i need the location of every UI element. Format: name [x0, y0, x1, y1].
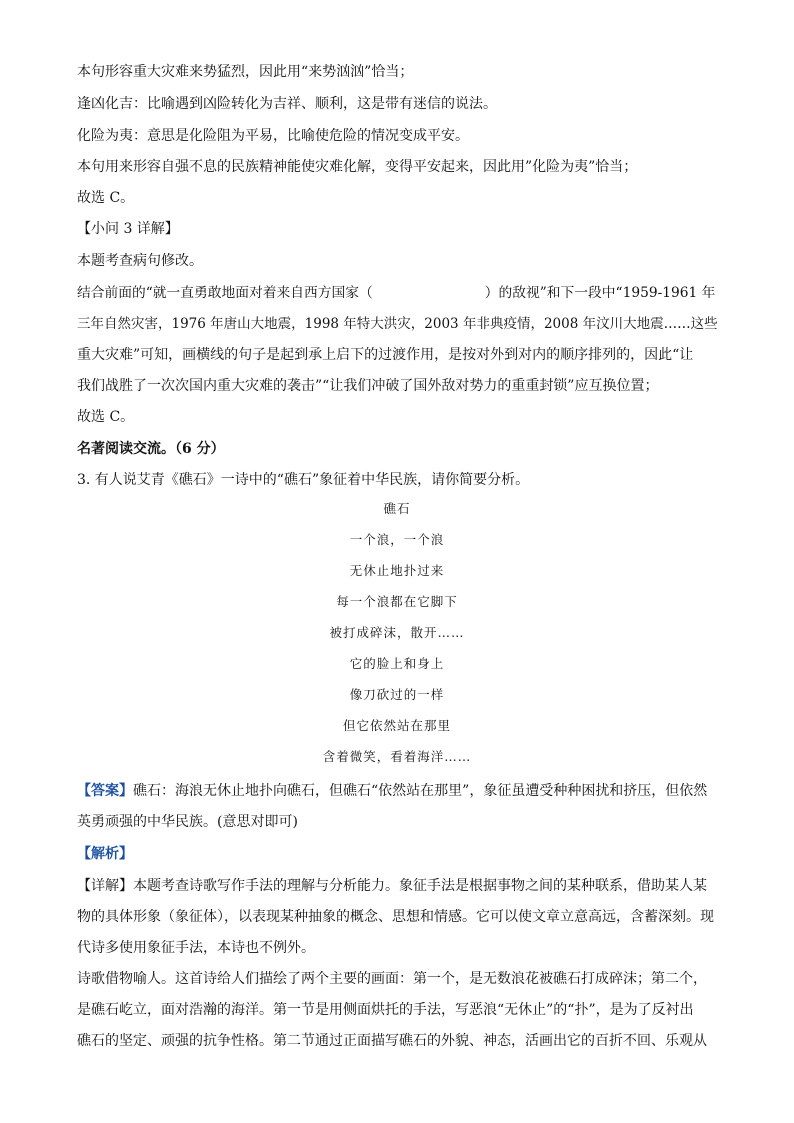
poem-line: 含着微笑，看着海洋……: [322, 749, 472, 764]
poem-title: 礁石: [383, 501, 411, 516]
text-line: 化险为夷：意思是化险阻为平易，比喻使危险的情况变成平安。: [77, 128, 469, 144]
answer-line: [77, 781, 707, 801]
text-line: 本句用来形容自强不息的民族精神能使灾难化解，变得平安起来，因此用”化险为夷”恰当；: [77, 159, 638, 175]
text-line: 故选 C。: [77, 190, 135, 206]
text-line: 本句形容重大灾难来势猛烈，因此用“来势汹汹”恰当；: [77, 64, 414, 80]
detail-line: 是礁石屹立，面对浩瀚的海洋。第一节是用侧面烘托的手法，写恶浪“无休止”的“扑”，是为了反衬出: [77, 1002, 694, 1018]
text-segment: 结合前面的“就一直勇敢地面对着来自西方国家（: [77, 285, 373, 301]
text-line: 故选 C。: [77, 409, 135, 425]
question-text: 3. 有人说艾青《礁石》一诗中的“礁石”象征着中华民族，请你简要分析。: [77, 472, 530, 488]
analysis-label: 【解析】: [77, 846, 133, 862]
answer-text: 礁石：海浪无休止地扑向礁石，但礁石“依然站在那里”，象征虽遭受种种困扰和挤压，但依然: [133, 783, 708, 799]
poem-line: 无休止地扑过来: [349, 563, 445, 578]
answer-label: 【答案】: [77, 783, 133, 799]
detail-line: 诗歌借物喻人。这首诗给人们描绘了两个主要的画面：第一个，是无数浪花被礁石打成碎沫；第二个，: [77, 971, 707, 987]
sub-question-heading: 【小问 3 详解】: [77, 221, 179, 237]
answer-line: 英勇顽强的中华民族。(意思对即可): [77, 814, 298, 830]
text-line: 三年自然灾害，1976 年唐山大地震，1998 年特大洪灾，2003 年非典疫情，2008 年汶川大地震……这些: [77, 316, 718, 332]
poem-line: 像刀砍过的一样: [349, 687, 445, 702]
section-heading: 名著阅读交流。（6 分）: [77, 441, 225, 457]
text-line: 重大灾难”可知，画横线的句子是起到承上启下的过渡作用，是按对外到对内的顺序排列的，因此“让: [77, 347, 694, 363]
text-segment: ）的敌视”和下一段中“1959-1961 年: [484, 285, 716, 301]
poem-line: 被打成碎沫，散开……: [329, 625, 465, 640]
detail-line: 物的具体形象（象征体），以表现某种抽象的概念、思想和情感。它可以使文章立意高远，含蓄深刻。现: [77, 909, 714, 925]
detail-line: 【详解】本题考查诗歌写作手法的理解与分析能力。象征手法是根据事物之间的某种联系，借助某人某: [77, 878, 707, 894]
text-line: [77, 283, 715, 303]
text-line: 我们战胜了一次次国内重大灾难的袭击”“让我们冲破了国外敌对势力的重重封锁”应互换位置；: [77, 378, 659, 394]
text-line: 逢凶化吉：比喻遇到凶险转化为吉祥、顺利，这是带有迷信的说法。: [77, 96, 497, 112]
poem-line: 但它依然站在那里: [342, 718, 451, 733]
text-line: 本题考查病句修改。: [77, 253, 203, 269]
detail-line: 代诗多使用象征手法，本诗也不例外。: [77, 940, 315, 956]
poem-line: 它的脸上和身上: [349, 656, 445, 671]
poem-line: 一个浪，一个浪: [349, 532, 445, 547]
detail-line: 礁石的坚定、顽强的抗争性格。第二节通过正面描写礁石的外貌、神态，活画出它的百折不回、乐观从: [77, 1033, 707, 1049]
poem-line: 每一个浪都在它脚下: [336, 594, 458, 609]
